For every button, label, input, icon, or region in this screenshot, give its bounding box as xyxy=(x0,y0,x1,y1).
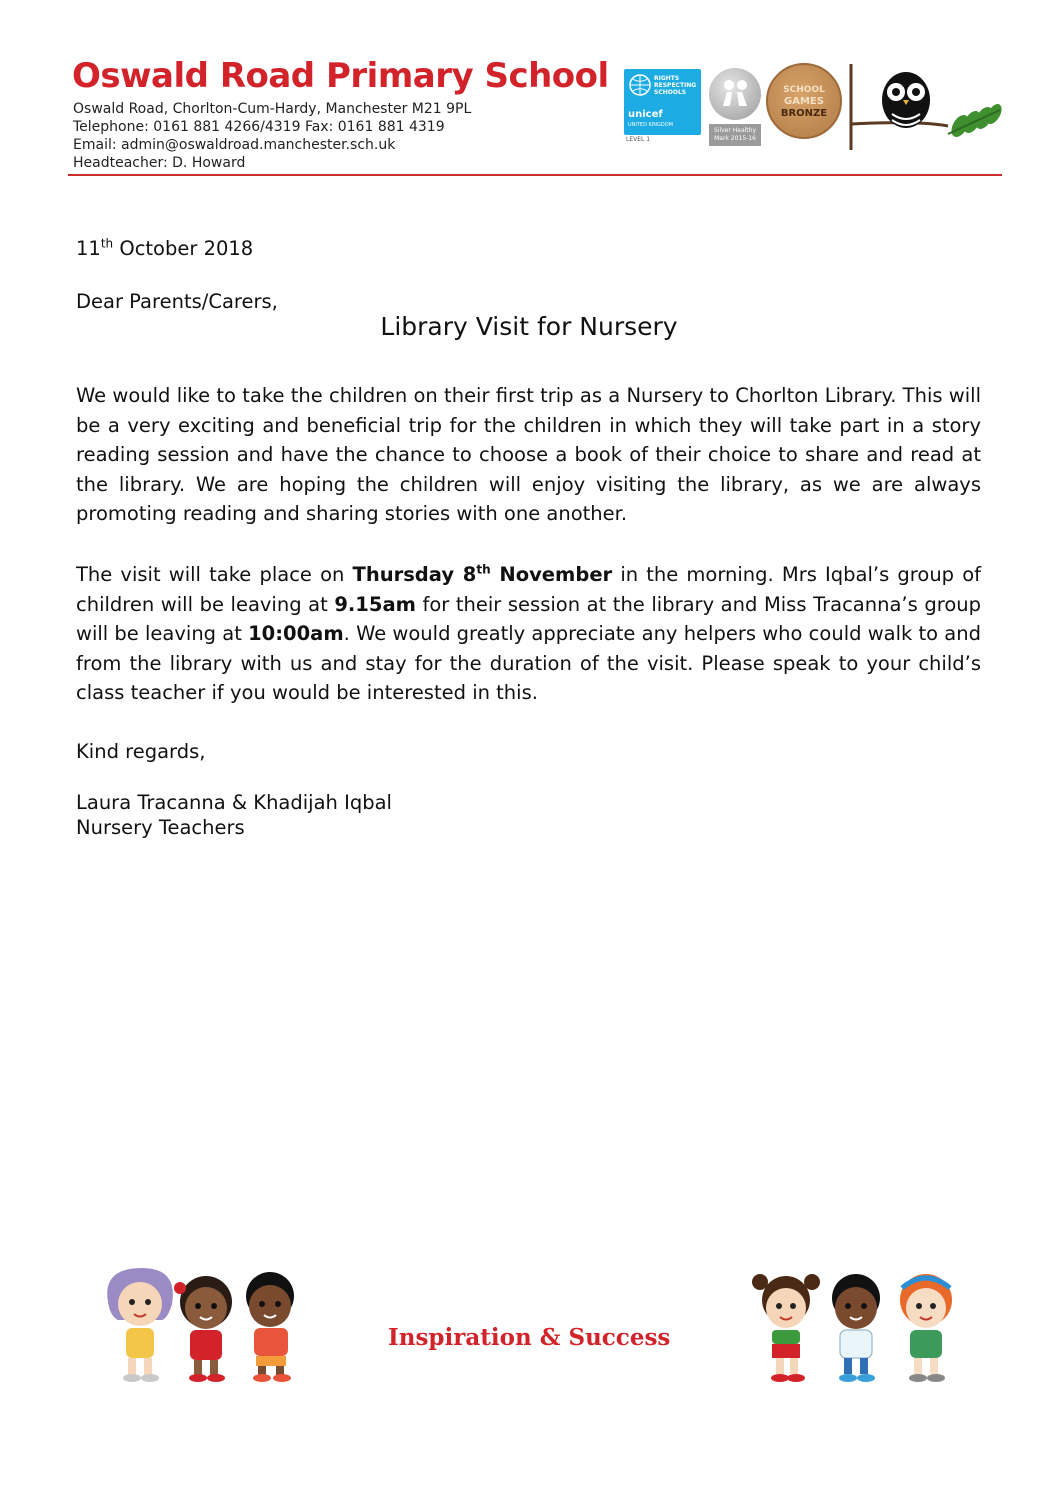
signature-role: Nursery Teachers xyxy=(76,816,245,839)
signature-names: Laura Tracanna & Khadijah Iqbal xyxy=(76,791,392,814)
salutation: Dear Parents/Carers, xyxy=(76,290,278,313)
closing: Kind regards, xyxy=(76,740,206,763)
letter-date xyxy=(76,234,253,264)
paragraph-trip-intro: We would like to take the children on their first trip as a Nursery to Chorlton Library. This will be a very exciting and beneficial trip for the children in which they will take part in a story reading session and have the chance to choose a book of their choice to share and read at the library. We are hoping the children will enjoy visiting the library, as we are always promoting reading and sharing stories with one another. xyxy=(76,384,981,525)
rrs-badge-text: RIGHTS RESPECTING SCHOOLS xyxy=(654,75,697,96)
bronze-line-1: SCHOOL xyxy=(783,85,825,95)
telephone-line: Telephone: 0161 881 4266/4319 Fax: 0161 881 4319 xyxy=(73,119,445,135)
letter-title: Library Visit for Nursery xyxy=(380,312,678,341)
healthy-schools-badge xyxy=(709,68,761,120)
school-games-bronze-badge xyxy=(766,63,842,139)
signature-block xyxy=(76,790,392,840)
bronze-line-3: BRONZE xyxy=(780,108,828,119)
visit-day: Thursday 8 xyxy=(352,563,477,586)
owl-logo-icon xyxy=(848,62,1004,154)
children-illustration-left-icon xyxy=(96,1262,312,1386)
header-divider xyxy=(68,174,1002,176)
paragraph-visit-details xyxy=(76,560,981,708)
rights-respecting-schools-badge xyxy=(624,69,701,135)
visit-text-4: . We would greatly appreciate any helpers who could walk to and from the library with us and stay for the duration of the visit. Please speak to your child’s class teacher if you would be interested in this. xyxy=(76,622,981,704)
visit-date xyxy=(353,563,613,586)
globe-icon xyxy=(628,73,652,101)
children-illustration-right-icon xyxy=(746,1262,966,1390)
headteacher-line: Headteacher: D. Howard xyxy=(73,155,246,171)
bronze-line-2: GAMES xyxy=(784,96,824,107)
figures-icon xyxy=(709,68,761,120)
first-group-time: 9.15am xyxy=(334,592,416,616)
contact-details xyxy=(73,100,471,172)
visit-month: November xyxy=(490,563,613,586)
school-name: Oswald Road Primary School xyxy=(72,56,609,96)
visit-text-1: The visit will take place on xyxy=(76,563,353,586)
school-address: Oswald Road, Chorlton-Cum-Hardy, Manchester M21 9PL xyxy=(73,101,472,117)
second-group-time: 10:00am xyxy=(248,622,344,645)
healthy-mark-caption: Silver Healthy Mark 2015-16 xyxy=(709,124,761,146)
visit-text-2: in the morning. Mrs Iqbal’s group of children will be leaving at xyxy=(76,563,982,616)
date-day: 11 xyxy=(76,237,101,260)
unicef-wordmark: unicef xyxy=(628,109,663,120)
visit-text-3: for their session at the library and Miss Tracanna’s group will be leaving at xyxy=(76,592,981,645)
email-line: Email: admin@oswaldroad.manchester.sch.uk xyxy=(73,137,396,153)
date-month-year: October 2018 xyxy=(113,237,254,260)
visit-day-suffix: th xyxy=(476,562,491,577)
unicef-level: LEVEL 1 xyxy=(626,136,651,143)
date-suffix: th xyxy=(100,236,114,251)
unicef-country: UNITED KINGDOM xyxy=(628,122,673,128)
school-motto: Inspiration & Success xyxy=(388,1324,671,1351)
